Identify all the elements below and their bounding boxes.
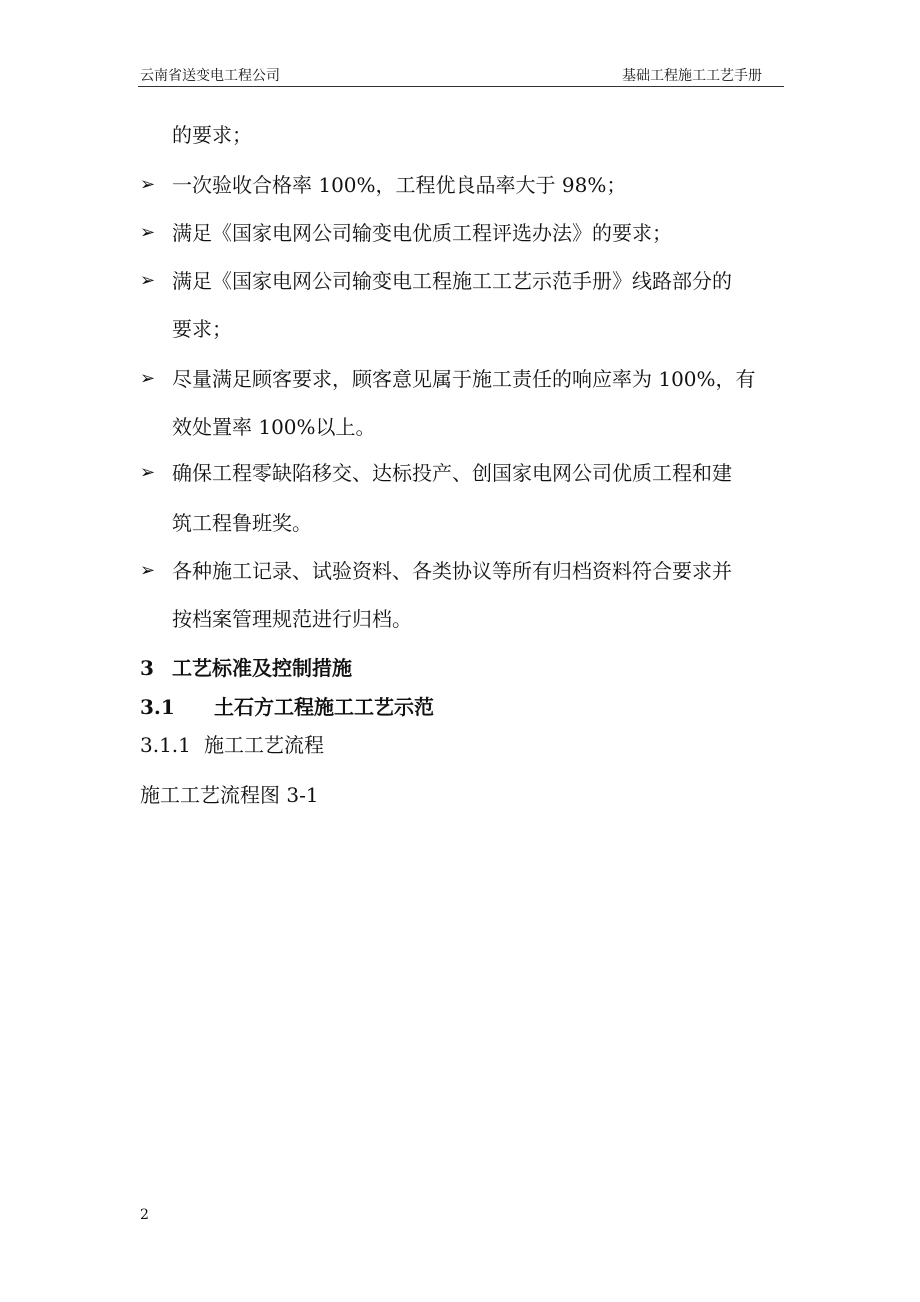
page-header <box>138 64 784 87</box>
bullet-text: 各种施工记录、试验资料、各类协议等所有归档资料符合要求并 <box>172 559 732 583</box>
section-3-1-title: 土石方工程施工工艺示范 <box>214 695 434 719</box>
bullet-text: 满足《国家电网公司输变电工程施工工艺示范手册》线路部分的 <box>172 269 732 293</box>
section-3-title: 工艺标准及控制措施 <box>172 656 352 680</box>
intro-continuation: 的要求； <box>172 123 252 147</box>
section-3-1-number: 3.1 <box>140 695 175 719</box>
page-number: 2 <box>140 1207 149 1223</box>
header-manual-title: 基础工程施工工艺手册 <box>622 68 762 84</box>
bullet-text-continuation: 按档案管理规范进行归档。 <box>172 607 412 631</box>
figure-caption: 施工工艺流程图 3-1 <box>140 783 319 807</box>
bullet-marker: ➢ <box>140 560 156 581</box>
bullet-marker: ➢ <box>140 222 156 243</box>
bullet-text: 尽量满足顾客要求，顾客意见属于施工责任的响应率为 100%，有 <box>172 367 756 391</box>
section-3-1-1-title: 施工工艺流程 <box>204 733 324 757</box>
section-3-1-1-number: 3.1.1 <box>140 733 191 757</box>
bullet-text: 确保工程零缺陷移交、达标投产、创国家电网公司优质工程和建 <box>172 461 732 485</box>
bullet-text-continuation: 效处置率 100%以上。 <box>172 415 376 439</box>
header-company: 云南省送变电工程公司 <box>140 68 280 84</box>
bullet-marker: ➢ <box>140 270 156 291</box>
bullet-marker: ➢ <box>140 174 156 195</box>
bullet-text: 一次验收合格率 100%，工程优良品率大于 98%； <box>172 173 627 197</box>
bullet-marker: ➢ <box>140 368 156 389</box>
bullet-text: 满足《国家电网公司输变电优质工程评选办法》的要求； <box>172 221 672 245</box>
bullet-text-continuation: 要求； <box>172 317 232 341</box>
bullet-marker: ➢ <box>140 462 156 483</box>
section-3-number: 3 <box>140 656 154 680</box>
bullet-text-continuation: 筑工程鲁班奖。 <box>172 511 312 535</box>
